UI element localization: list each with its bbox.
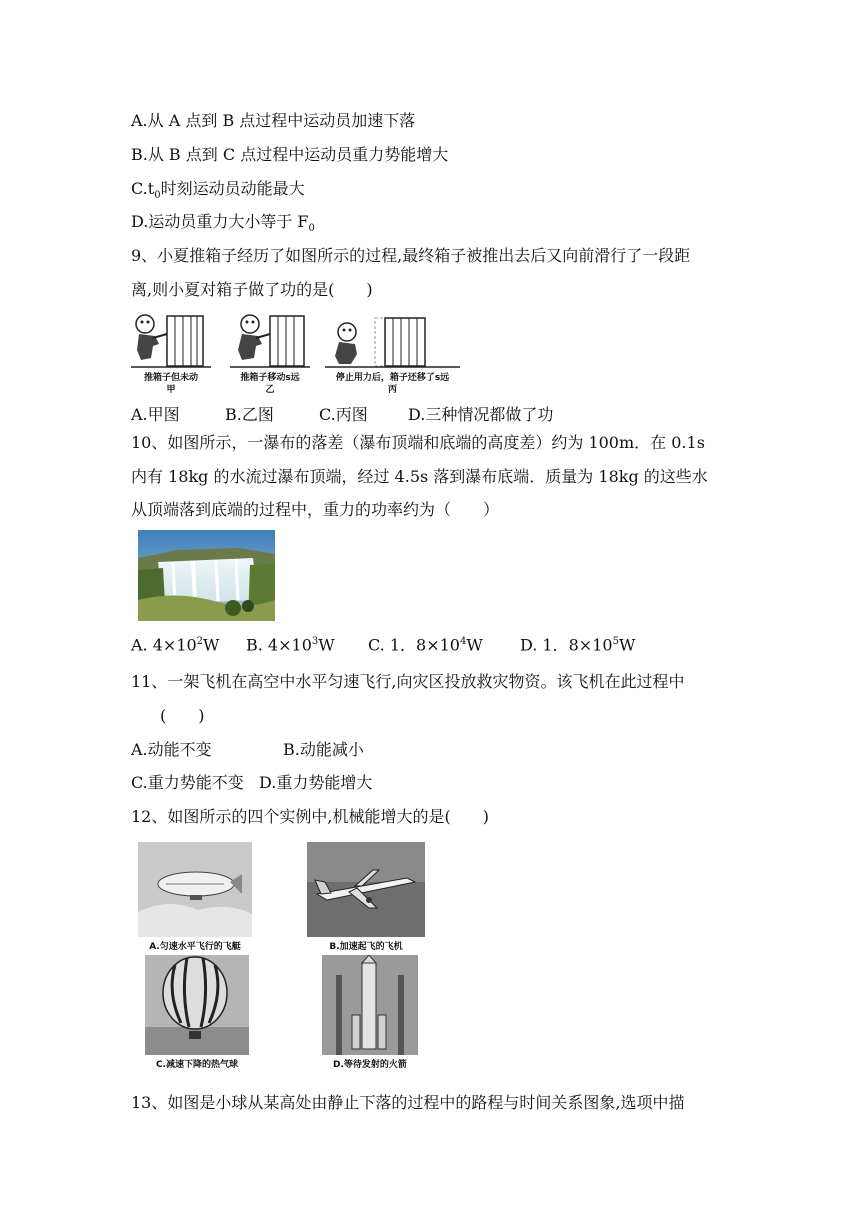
- q12-figure-c: [145, 955, 249, 1070]
- hot-air-balloon-photo: [145, 955, 249, 1055]
- box-sliding-illustration: [325, 310, 460, 370]
- q9-figure-yi: [230, 310, 310, 395]
- q8-option-c: $C.t_0$时刻运动员动能最大: [131, 179, 305, 202]
- push-box-moving-illustration: [230, 310, 310, 370]
- q11-option-b: B.动能减小: [283, 740, 364, 759]
- q9-option-d: D.三种情况都做了功: [408, 405, 554, 424]
- q11-option-d: D.重力势能增大: [259, 773, 373, 792]
- q9-figure-jia: [131, 310, 211, 395]
- q13-stem-line1: 13、如图是小球从某高处由静止下落的过程中的路程与时间关系图象,选项中描: [131, 1093, 685, 1112]
- q11-stem-line1: 11、一架飞机在高空中水平匀速飞行,向灾区投放救灾物资。该飞机在此过程中: [131, 672, 685, 691]
- q9-option-b: B.乙图: [225, 405, 274, 424]
- q12-figure-b: [307, 842, 425, 952]
- q10-stem-line2: 内有 18kg 的水流过瀑布顶端，经过 4.5s 落到瀑布底端．质量为 18kg 的这些水: [131, 467, 708, 486]
- q9-label-bing: 丙: [387, 385, 397, 395]
- q11-stem-line2: ( ): [160, 706, 205, 725]
- q8-option-b: B.从 B 点到 C 点过程中运动员重力势能增大: [131, 145, 449, 164]
- q10-stem-line1: 10、如图所示，一瀑布的落差（瀑布顶端和底端的高度差）约为 100m．在 0.1s: [131, 433, 705, 452]
- q9-stem-line2: 离,则小夏对箱子做了功的是( ): [131, 280, 373, 299]
- q11-option-c: C.重力势能不变: [131, 773, 244, 792]
- q9-figure-bing: [325, 310, 460, 395]
- q9-option-c: C.丙图: [319, 405, 368, 424]
- q9-stem-line1: 9、小夏推箱子经历了如图所示的过程,最终箱子被推出去后又向前滑行了一段距: [131, 246, 691, 265]
- q10-option-a: A. $4\times 10^2W$: [131, 635, 220, 655]
- rocket-photo: [322, 955, 418, 1055]
- q9-label-yi: 乙: [265, 385, 275, 395]
- q12-caption-b: B.加速起飞的飞机: [329, 942, 403, 952]
- q12-caption-c: C.减速下降的热气球: [155, 1060, 239, 1070]
- q10-stem-line3: 从顶端落到底端的过程中，重力的功率约为（ ）: [131, 500, 500, 519]
- q12-figure-d: [322, 955, 418, 1070]
- airship-photo: [138, 842, 252, 937]
- airplane-photo: [307, 842, 425, 937]
- q11-option-a: A.动能不变: [131, 740, 212, 759]
- q8-option-a: A.从 A 点到 B 点过程中运动员加速下落: [131, 111, 416, 130]
- q9-caption-jia: 推箱子但未动: [143, 373, 198, 383]
- q9-option-a: A.甲图: [131, 405, 180, 424]
- q12-caption-a: A.匀速水平飞行的飞艇: [149, 942, 241, 952]
- q12-stem-line1: 12、如图所示的四个实例中,机械能增大的是( ): [131, 807, 489, 826]
- q8-option-d: D.运动员重力大小等于 $F_0$: [131, 212, 315, 235]
- q10-option-d: D. 1．$8\times 10^5W$: [520, 635, 636, 655]
- q12-caption-d: D.等待发射的火箭: [333, 1060, 407, 1070]
- push-box-still-illustration: [131, 310, 211, 370]
- q12-figure-a: [138, 842, 252, 952]
- q9-caption-bing: 停止用力后，箱子还移了s远: [335, 373, 450, 383]
- q10-option-b: B. $4\times 10^3W$: [246, 635, 335, 655]
- waterfall-photo: [138, 530, 275, 621]
- q9-label-jia: 甲: [166, 385, 176, 395]
- q9-caption-yi: 推箱子移动s远: [240, 373, 300, 383]
- q10-option-c: C. 1．$8\times 10^4W$: [368, 635, 483, 655]
